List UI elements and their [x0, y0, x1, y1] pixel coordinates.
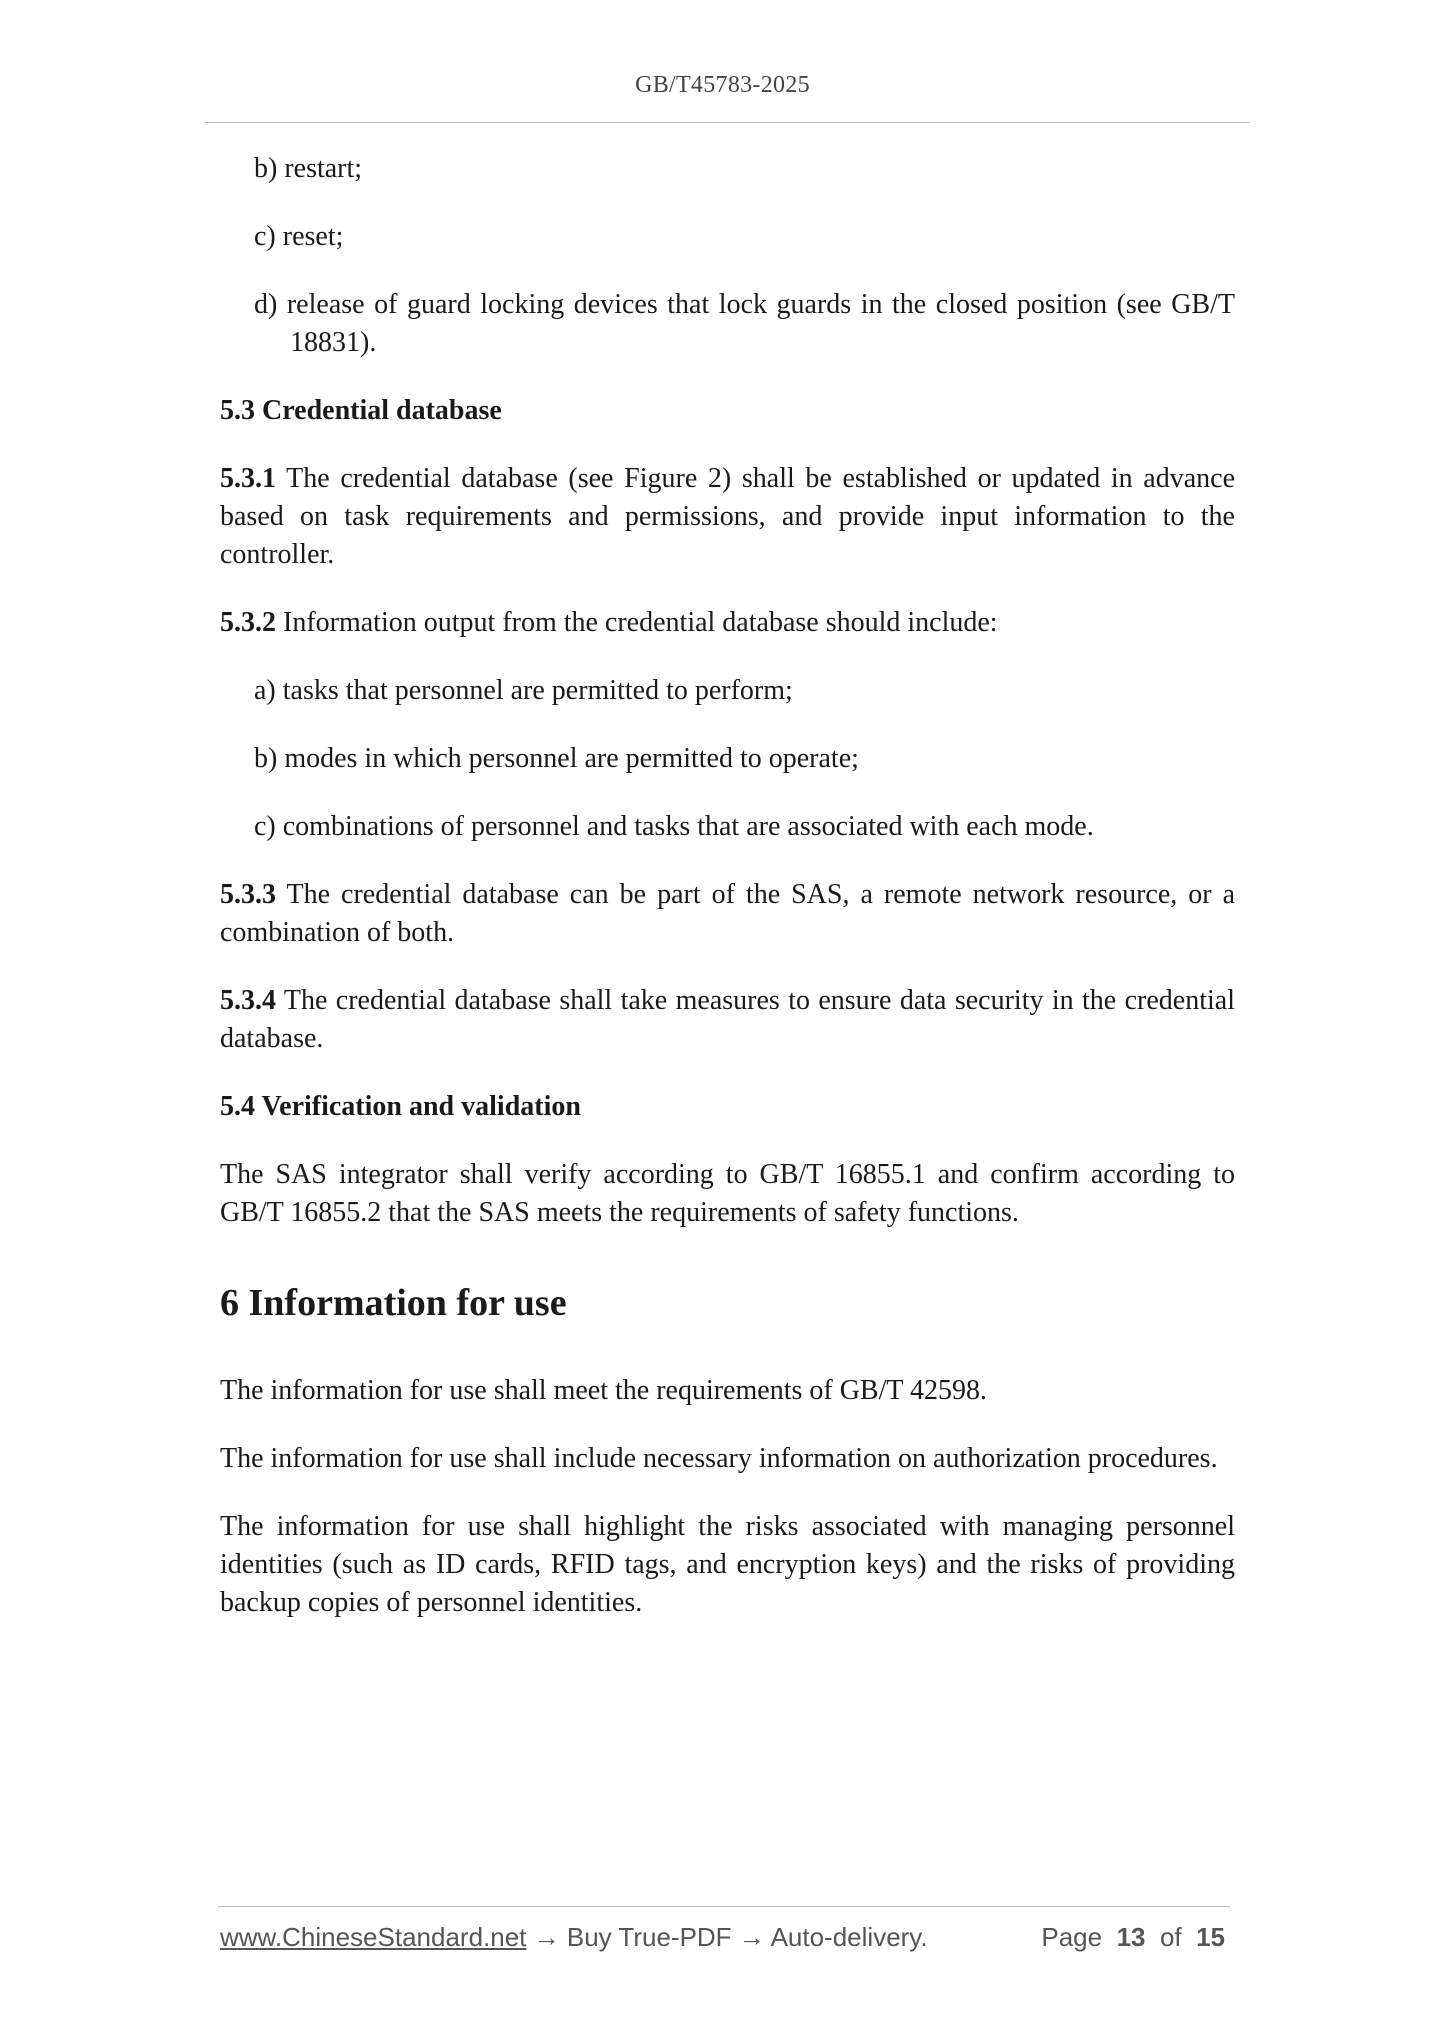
page-number — [1041, 1922, 1225, 1953]
page-body — [220, 150, 1235, 1652]
clause-number: 5.3.4 — [220, 985, 276, 1016]
clause-text: The credential database (see Figure 2) shall be established or updated in advance based on task requirements and permissions, and provide input information to the controller. — [220, 463, 1235, 570]
page-label: Page — [1041, 1922, 1103, 1952]
clause-text: The credential database can be part of the SAS, a remote network resource, or a combination of both. — [220, 879, 1235, 948]
page-current: 13 — [1116, 1922, 1146, 1952]
footer-divider — [218, 1906, 1230, 1907]
section-6-paragraph: The information for use shall meet the requirements of GB/T 42598. — [220, 1375, 987, 1406]
footer-tagline: → Buy True-PDF → Auto-delivery. — [526, 1922, 928, 1952]
clause-text: Information output from the credential database should include: — [276, 607, 998, 638]
list-item: c) reset; — [254, 221, 344, 252]
page-of-label: of — [1159, 1922, 1182, 1952]
clause-number: 5.3.2 — [220, 607, 276, 638]
header-divider — [205, 122, 1250, 123]
website-link[interactable]: www.ChineseStandard.net — [220, 1922, 527, 1952]
list-item: d) release of guard locking devices that lock guards in the closed position (see GB/T 18831). — [254, 289, 1235, 358]
footer-promo — [220, 1922, 928, 1953]
section-heading-5-3: 5.3 Credential database — [220, 395, 502, 426]
section-heading-6: 6 Information for use — [220, 1282, 567, 1324]
section-heading-5-4: 5.4 Verification and validation — [220, 1091, 581, 1122]
page-total: 15 — [1196, 1922, 1225, 1952]
clause-5-3-3 — [220, 876, 1235, 952]
list-item: b) modes in which personnel are permitted to operate; — [254, 743, 859, 774]
section-5-4-text: The SAS integrator shall verify according to GB/T 16855.1 and confirm according to GB/T 16855.2 that the SAS meets the requirements of safety functions. — [220, 1159, 1235, 1228]
document-code-header: GB/T45783-2025 — [635, 72, 810, 98]
clause-number: 5.3.3 — [220, 879, 276, 910]
list-item: b) restart; — [254, 153, 363, 184]
clause-5-3-2 — [220, 604, 1235, 642]
page-footer — [220, 1922, 1230, 1962]
list-item: c) combinations of personnel and tasks that are associated with each mode. — [254, 811, 1094, 842]
section-6-paragraph: The information for use shall include necessary information on authorization procedures. — [220, 1443, 1218, 1474]
clause-5-3-1 — [220, 460, 1235, 574]
list-item: a) tasks that personnel are permitted to perform; — [254, 675, 793, 706]
section-6-paragraph: The information for use shall highlight the risks associated with managing personnel identities (such as ID cards, RFID tags, and encryption keys) and the risks of providing backup copies of personnel identities. — [220, 1511, 1235, 1618]
clause-5-3-4 — [220, 982, 1235, 1058]
clause-text: The credential database shall take measures to ensure data security in the credential database. — [220, 985, 1235, 1054]
clause-number: 5.3.1 — [220, 463, 276, 494]
